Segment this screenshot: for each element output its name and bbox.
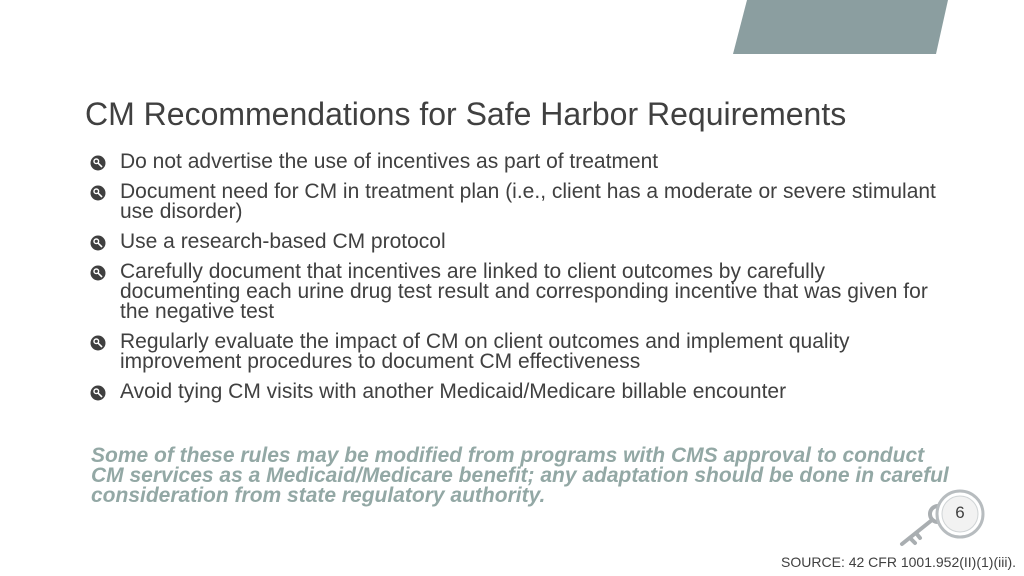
slide-title: CM Recommendations for Safe Harbor Requirements [85,96,847,132]
header-banner [733,0,948,54]
bullet-item [88,152,948,172]
bullet-text: Do not advertise the use of incentives as part of treatment [120,150,659,173]
key-bullet-icon [90,335,106,351]
bullet-text: Regularly evaluate the impact of CM on client outcomes and implement quality improvement procedures to document CM effectiveness [120,330,850,373]
bullet-item [88,182,948,222]
bullet-item [88,232,948,252]
key-bullet-icon [90,235,106,251]
note-text: Some of these rules may be modified from programs with CMS approval to conduct CM services as a Medicaid/Medicare benefit; any adaptation should be done in careful consideration from state regulatory authority. [91,444,949,507]
bullet-text: Use a research-based CM protocol [120,230,446,253]
bullet-item [88,382,948,402]
bullet-text: Carefully document that incentives are linked to client outcomes by carefully documenting each urine drug test result and corresponding incentive that was given for the negative test [120,260,928,323]
key-bullet-icon [90,155,106,171]
key-bullet-icon [90,385,106,401]
key-bullet-icon [90,185,106,201]
key-bullet-icon [90,265,106,281]
bullet-item [88,332,948,372]
bullet-text: Avoid tying CM visits with another Medicaid/Medicare billable encounter [120,380,787,403]
page-number: 6 [955,503,965,522]
bullet-item [88,262,948,322]
source-citation: SOURCE: 42 CFR 1001.952(II)(1)(iii). [781,554,1016,570]
bullet-text: Document need for CM in treatment plan (i.e., client has a moderate or severe stimulant use disorder) [120,180,936,223]
bullet-list [88,152,948,412]
